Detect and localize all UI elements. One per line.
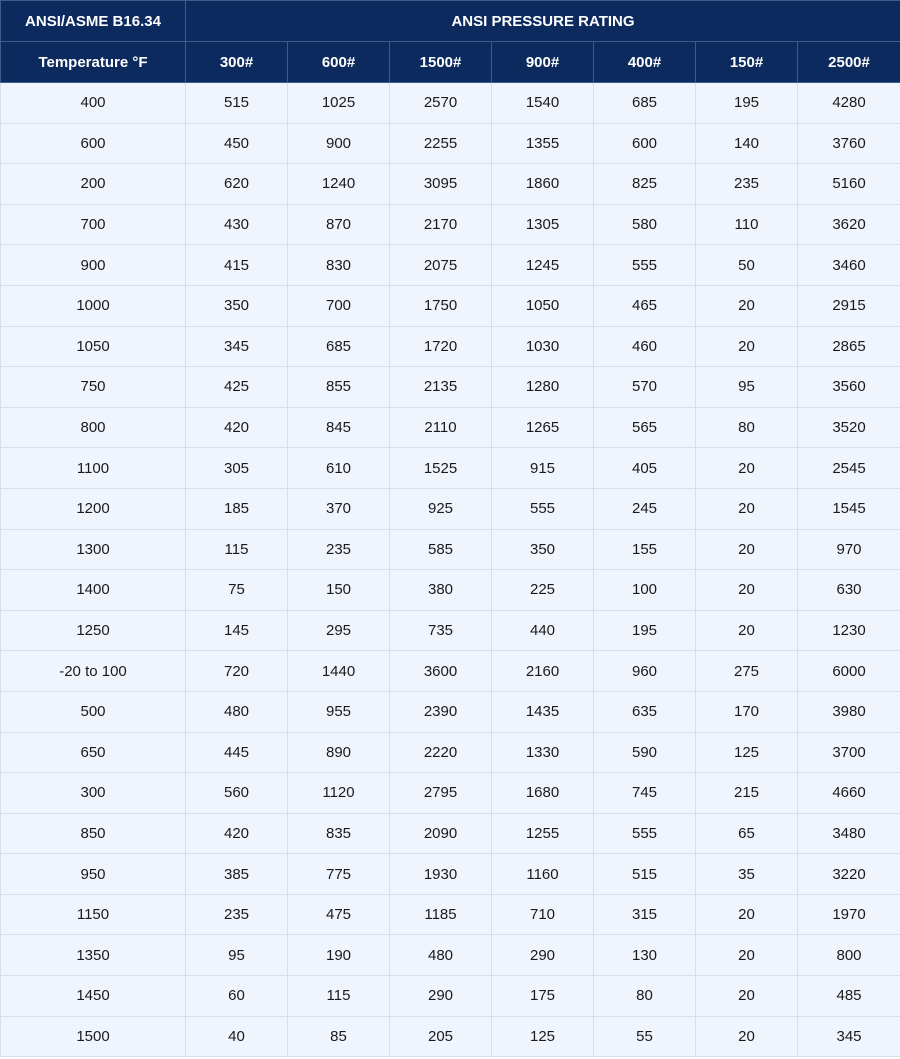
table-row (1, 488, 900, 529)
rating-cell: 75 (186, 570, 288, 611)
rating-cell: 775 (288, 854, 390, 895)
header-row-top (1, 1, 900, 42)
rating-cell: 185 (186, 488, 288, 529)
rating-cell: 205 (390, 1016, 492, 1057)
rating-cell: 1750 (390, 285, 492, 326)
table-row (1, 83, 900, 124)
rating-cell: 3980 (798, 691, 900, 732)
rating-cell: 3095 (390, 164, 492, 205)
rating-cell: 890 (288, 732, 390, 773)
rating-cell: 1440 (288, 651, 390, 692)
column-header-600: 600# (288, 42, 390, 83)
temperature-cell: 1150 (1, 894, 186, 935)
rating-cell: 585 (390, 529, 492, 570)
rating-cell: 2170 (390, 204, 492, 245)
rating-cell: 2160 (492, 651, 594, 692)
rating-cell: 150 (288, 570, 390, 611)
rating-cell: 215 (696, 773, 798, 814)
rating-cell: 1030 (492, 326, 594, 367)
rating-cell: 60 (186, 976, 288, 1017)
rating-cell: 115 (288, 976, 390, 1017)
rating-cell: 420 (186, 813, 288, 854)
table-body (1, 83, 900, 1057)
table-row (1, 164, 900, 205)
column-header-1500: 1500# (390, 42, 492, 83)
rating-cell: 735 (390, 610, 492, 651)
rating-cell: 2390 (390, 691, 492, 732)
temperature-cell: 500 (1, 691, 186, 732)
rating-cell: 3220 (798, 854, 900, 895)
rating-cell: 125 (492, 1016, 594, 1057)
rating-cell: 235 (186, 894, 288, 935)
rating-cell: 1240 (288, 164, 390, 205)
rating-cell: 1120 (288, 773, 390, 814)
rating-cell: 405 (594, 448, 696, 489)
rating-cell: 2570 (390, 83, 492, 124)
rating-cell: 580 (594, 204, 696, 245)
rating-cell: 630 (798, 570, 900, 611)
rating-cell: 3700 (798, 732, 900, 773)
rating-cell: 1230 (798, 610, 900, 651)
temperature-cell: 800 (1, 407, 186, 448)
table-row (1, 570, 900, 611)
rating-cell: 2135 (390, 367, 492, 408)
rating-cell: 2075 (390, 245, 492, 286)
temperature-cell: 900 (1, 245, 186, 286)
rating-cell: 110 (696, 204, 798, 245)
temperature-cell: -20 to 100 (1, 651, 186, 692)
table-row (1, 773, 900, 814)
temperature-cell: 750 (1, 367, 186, 408)
rating-cell: 480 (390, 935, 492, 976)
rating-cell: 465 (594, 285, 696, 326)
rating-cell: 295 (288, 610, 390, 651)
rating-cell: 315 (594, 894, 696, 935)
temperature-cell: 400 (1, 83, 186, 124)
rating-cell: 125 (696, 732, 798, 773)
rating-cell: 610 (288, 448, 390, 489)
rating-cell: 350 (492, 529, 594, 570)
rating-cell: 600 (594, 123, 696, 164)
rating-cell: 225 (492, 570, 594, 611)
rating-cell: 430 (186, 204, 288, 245)
table-row (1, 691, 900, 732)
table-row (1, 935, 900, 976)
rating-cell: 2865 (798, 326, 900, 367)
rating-cell: 345 (186, 326, 288, 367)
rating-cell: 195 (594, 610, 696, 651)
rating-cell: 620 (186, 164, 288, 205)
table-row (1, 894, 900, 935)
rating-cell: 275 (696, 651, 798, 692)
temperature-cell: 950 (1, 854, 186, 895)
rating-cell: 20 (696, 976, 798, 1017)
rating-cell: 1970 (798, 894, 900, 935)
rating-cell: 1280 (492, 367, 594, 408)
rating-cell: 960 (594, 651, 696, 692)
rating-cell: 4660 (798, 773, 900, 814)
table-row (1, 854, 900, 895)
rating-cell: 635 (594, 691, 696, 732)
pressure-rating-group-label: ANSI PRESSURE RATING (186, 1, 900, 42)
rating-cell: 450 (186, 123, 288, 164)
rating-cell: 6000 (798, 651, 900, 692)
rating-cell: 3760 (798, 123, 900, 164)
column-header-900: 900# (492, 42, 594, 83)
rating-cell: 1355 (492, 123, 594, 164)
rating-cell: 305 (186, 448, 288, 489)
rating-cell: 3480 (798, 813, 900, 854)
rating-cell: 425 (186, 367, 288, 408)
rating-cell: 515 (186, 83, 288, 124)
temperature-cell: 300 (1, 773, 186, 814)
table-row (1, 651, 900, 692)
rating-cell: 170 (696, 691, 798, 732)
table-row (1, 123, 900, 164)
rating-cell: 65 (696, 813, 798, 854)
rating-cell: 50 (696, 245, 798, 286)
rating-cell: 20 (696, 285, 798, 326)
rating-cell: 480 (186, 691, 288, 732)
rating-cell: 80 (696, 407, 798, 448)
rating-cell: 445 (186, 732, 288, 773)
rating-cell: 1930 (390, 854, 492, 895)
rating-cell: 115 (186, 529, 288, 570)
temperature-cell: 1450 (1, 976, 186, 1017)
rating-cell: 700 (288, 285, 390, 326)
table-row (1, 204, 900, 245)
rating-cell: 290 (492, 935, 594, 976)
table-row (1, 285, 900, 326)
rating-cell: 565 (594, 407, 696, 448)
temperature-cell: 1200 (1, 488, 186, 529)
rating-cell: 190 (288, 935, 390, 976)
rating-cell: 555 (594, 245, 696, 286)
column-header-400: 400# (594, 42, 696, 83)
rating-cell: 555 (492, 488, 594, 529)
rating-cell: 35 (696, 854, 798, 895)
rating-cell: 235 (696, 164, 798, 205)
rating-cell: 1255 (492, 813, 594, 854)
rating-cell: 415 (186, 245, 288, 286)
rating-cell: 460 (594, 326, 696, 367)
rating-cell: 915 (492, 448, 594, 489)
table-row (1, 976, 900, 1017)
table-row (1, 326, 900, 367)
rating-cell: 3600 (390, 651, 492, 692)
rating-cell: 5160 (798, 164, 900, 205)
temperature-cell: 1050 (1, 326, 186, 367)
rating-cell: 350 (186, 285, 288, 326)
rating-cell: 175 (492, 976, 594, 1017)
rating-cell: 590 (594, 732, 696, 773)
rating-cell: 1680 (492, 773, 594, 814)
rating-cell: 245 (594, 488, 696, 529)
rating-cell: 710 (492, 894, 594, 935)
rating-cell: 1305 (492, 204, 594, 245)
rating-cell: 560 (186, 773, 288, 814)
temperature-cell: 650 (1, 732, 186, 773)
column-header-300: 300# (186, 42, 288, 83)
rating-cell: 1860 (492, 164, 594, 205)
rating-cell: 1330 (492, 732, 594, 773)
rating-cell: 20 (696, 488, 798, 529)
column-header-temperature: Temperature °F (1, 42, 186, 83)
rating-cell: 900 (288, 123, 390, 164)
rating-cell: 475 (288, 894, 390, 935)
rating-cell: 20 (696, 894, 798, 935)
rating-cell: 2545 (798, 448, 900, 489)
rating-cell: 720 (186, 651, 288, 692)
column-header-150: 150# (696, 42, 798, 83)
rating-cell: 3520 (798, 407, 900, 448)
temperature-cell: 1500 (1, 1016, 186, 1057)
rating-cell: 855 (288, 367, 390, 408)
rating-cell: 570 (594, 367, 696, 408)
table-row (1, 732, 900, 773)
rating-cell: 685 (594, 83, 696, 124)
rating-cell: 2255 (390, 123, 492, 164)
rating-cell: 2915 (798, 285, 900, 326)
rating-cell: 40 (186, 1016, 288, 1057)
rating-cell: 800 (798, 935, 900, 976)
rating-cell: 3460 (798, 245, 900, 286)
rating-cell: 385 (186, 854, 288, 895)
rating-cell: 3620 (798, 204, 900, 245)
standard-label: ANSI/ASME B16.34 (1, 1, 186, 42)
rating-cell: 20 (696, 1016, 798, 1057)
rating-cell: 1435 (492, 691, 594, 732)
rating-cell: 1525 (390, 448, 492, 489)
temperature-cell: 1300 (1, 529, 186, 570)
rating-cell: 420 (186, 407, 288, 448)
table-header (1, 1, 900, 83)
rating-cell: 20 (696, 610, 798, 651)
rating-cell: 685 (288, 326, 390, 367)
rating-cell: 20 (696, 935, 798, 976)
rating-cell: 440 (492, 610, 594, 651)
rating-cell: 80 (594, 976, 696, 1017)
rating-cell: 345 (798, 1016, 900, 1057)
rating-cell: 745 (594, 773, 696, 814)
rating-cell: 130 (594, 935, 696, 976)
rating-cell: 1185 (390, 894, 492, 935)
temperature-cell: 1400 (1, 570, 186, 611)
rating-cell: 55 (594, 1016, 696, 1057)
table-row (1, 367, 900, 408)
rating-cell: 955 (288, 691, 390, 732)
table-row (1, 407, 900, 448)
rating-cell: 1540 (492, 83, 594, 124)
rating-cell: 830 (288, 245, 390, 286)
temperature-cell: 1100 (1, 448, 186, 489)
rating-cell: 1720 (390, 326, 492, 367)
rating-cell: 1245 (492, 245, 594, 286)
rating-cell: 1545 (798, 488, 900, 529)
temperature-cell: 200 (1, 164, 186, 205)
temperature-cell: 1250 (1, 610, 186, 651)
rating-cell: 235 (288, 529, 390, 570)
rating-cell: 4280 (798, 83, 900, 124)
rating-cell: 485 (798, 976, 900, 1017)
temperature-cell: 850 (1, 813, 186, 854)
temperature-cell: 600 (1, 123, 186, 164)
rating-cell: 835 (288, 813, 390, 854)
rating-cell: 95 (696, 367, 798, 408)
rating-cell: 1160 (492, 854, 594, 895)
rating-cell: 2795 (390, 773, 492, 814)
table-row (1, 1016, 900, 1057)
header-row-columns (1, 42, 900, 83)
rating-cell: 140 (696, 123, 798, 164)
rating-cell: 2220 (390, 732, 492, 773)
rating-cell: 155 (594, 529, 696, 570)
rating-cell: 2090 (390, 813, 492, 854)
rating-cell: 85 (288, 1016, 390, 1057)
rating-cell: 195 (696, 83, 798, 124)
temperature-cell: 1000 (1, 285, 186, 326)
table-row (1, 448, 900, 489)
table-row (1, 529, 900, 570)
table-row (1, 245, 900, 286)
rating-cell: 290 (390, 976, 492, 1017)
rating-cell: 95 (186, 935, 288, 976)
rating-cell: 20 (696, 529, 798, 570)
rating-cell: 555 (594, 813, 696, 854)
rating-cell: 20 (696, 448, 798, 489)
table-row (1, 610, 900, 651)
rating-cell: 1050 (492, 285, 594, 326)
rating-cell: 20 (696, 570, 798, 611)
column-header-2500: 2500# (798, 42, 900, 83)
rating-cell: 2110 (390, 407, 492, 448)
rating-cell: 515 (594, 854, 696, 895)
temperature-cell: 700 (1, 204, 186, 245)
rating-cell: 100 (594, 570, 696, 611)
rating-cell: 20 (696, 326, 798, 367)
rating-cell: 380 (390, 570, 492, 611)
rating-cell: 145 (186, 610, 288, 651)
rating-cell: 370 (288, 488, 390, 529)
rating-cell: 845 (288, 407, 390, 448)
rating-cell: 1025 (288, 83, 390, 124)
table-row (1, 813, 900, 854)
rating-cell: 1265 (492, 407, 594, 448)
temperature-cell: 1350 (1, 935, 186, 976)
rating-cell: 870 (288, 204, 390, 245)
rating-cell: 970 (798, 529, 900, 570)
rating-cell: 3560 (798, 367, 900, 408)
rating-cell: 825 (594, 164, 696, 205)
rating-cell: 925 (390, 488, 492, 529)
